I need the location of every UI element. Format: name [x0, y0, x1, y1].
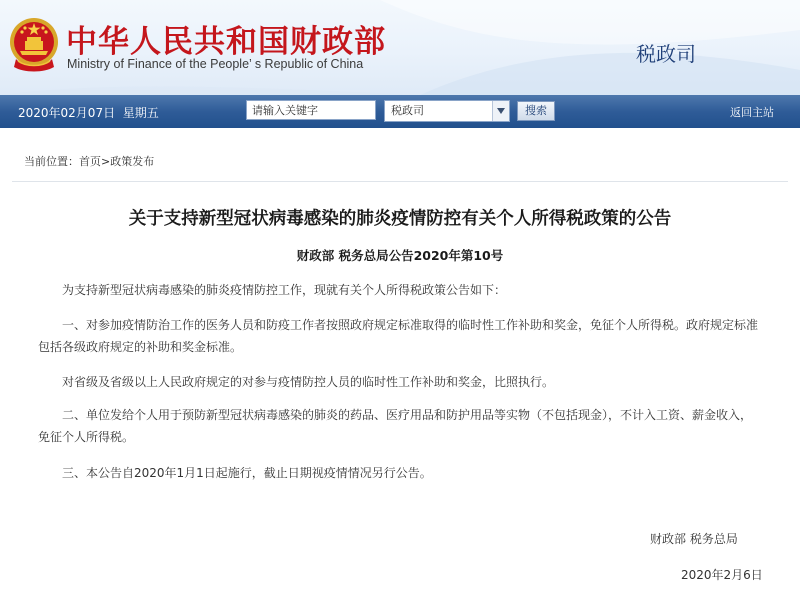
national-emblem-icon[interactable]: [8, 15, 60, 75]
article-paragraph: 对省级及省级以上人民政府规定的对参与疫情防控人员的临时性工作补助和奖金，比照执行。: [62, 375, 555, 389]
breadcrumb-section-link[interactable]: 政策发布: [110, 155, 155, 168]
breadcrumb-label: 当前位置：: [24, 155, 79, 168]
article-paragraph: 三、本公告自2020年1月1日起施行，截止日期视疫情情况另行公告。: [62, 466, 432, 480]
issue-date: 2020年2月6日: [681, 568, 763, 582]
breadcrumb: [24, 153, 154, 169]
weekday-text: 星期五: [122, 106, 159, 120]
article-paragraph: 二、单位发给个人用于预防新型冠状病毒感染的肺炎的药品、医疗用品和防护用品等实物（不包括现金），不计入工资、薪金收入，免征个人所得税。: [38, 408, 753, 444]
breadcrumb-container: [12, 141, 788, 182]
chevron-down-icon[interactable]: [492, 101, 509, 121]
department-name: 税政司: [636, 42, 696, 66]
nav-bar: [0, 95, 800, 128]
article-paragraph: 为支持新型冠状病毒感染的肺炎疫情防控工作，现就有关个人所得税政策公告如下：: [62, 283, 507, 297]
search-scope-select[interactable]: [384, 100, 510, 122]
current-date: [18, 104, 159, 121]
ministry-name-chinese: 中华人民共和国财政部: [66, 24, 386, 60]
issuing-authorities: 财政部 税务总局: [650, 532, 738, 546]
breadcrumb-separator: >: [101, 155, 111, 168]
document-number: 财政部 税务总局公告2020年第10号: [296, 248, 504, 263]
search-scope-value: 税政司: [391, 104, 424, 117]
search-input[interactable]: 请输入关键字: [246, 100, 376, 120]
site-header: [0, 0, 800, 95]
article-title: 关于支持新型冠状病毒感染的肺炎疫情防控有关个人所得税政策的公告: [128, 209, 672, 229]
date-text: 2020年02月07日: [18, 106, 116, 120]
article-paragraph: 一、对参加疫情防治工作的医务人员和防疫工作者按照政府规定标准取得的临时性工作补助和奖金，免征个人所得税。政府规定标准包括各级政府规定的补助和奖金标准。: [38, 318, 759, 354]
return-home-link[interactable]: 返回主站: [730, 106, 774, 119]
breadcrumb-home-link[interactable]: 首页: [79, 155, 101, 168]
search-button[interactable]: 搜索: [517, 101, 555, 121]
ministry-name-english: Ministry of Finance of the People’ s Republic of China: [67, 57, 364, 71]
